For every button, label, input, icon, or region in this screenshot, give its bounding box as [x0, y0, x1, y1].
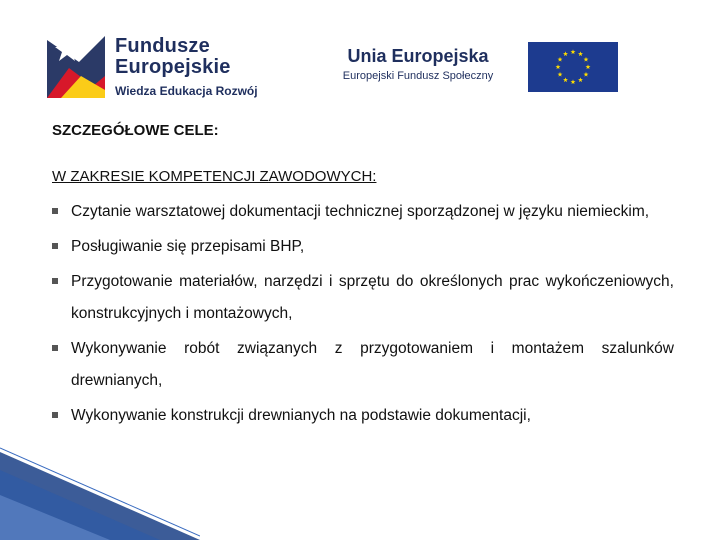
bullet-icon	[52, 208, 58, 214]
goals-list	[52, 196, 674, 435]
list-item-text: Wykonywanie konstrukcji drewnianych na podstawie dokumentacji,	[71, 407, 531, 424]
list-item-text: Posługiwanie się przepisami BHP,	[71, 238, 305, 255]
fe-title-line1: Fundusze	[115, 35, 210, 57]
list-item	[52, 333, 674, 397]
bullet-icon	[52, 345, 58, 351]
list-item-text: Przygotowanie materiałów, narzędzi i sprzętu do określonych prac wykończeniowych, konstrukcyjnych i montażowych,	[71, 273, 674, 322]
bullet-icon	[52, 243, 58, 249]
unia-europejska-wordmark	[322, 46, 514, 83]
fundusze-europejskie-logo	[35, 22, 305, 115]
fe-star-icon	[47, 32, 107, 98]
fe-title-line2: Europejskie	[115, 56, 231, 78]
corner-decoration	[0, 440, 200, 540]
bullet-icon	[52, 278, 58, 284]
list-item	[52, 231, 674, 263]
fe-wordmark	[115, 36, 258, 100]
ue-title: Unia Europejska	[347, 46, 489, 66]
list-item	[52, 196, 674, 228]
page-heading: SZCZEGÓŁOWE CELE:	[52, 122, 219, 139]
ue-subtitle: Europejski Fundusz Społeczny	[342, 70, 494, 82]
list-item	[52, 266, 674, 330]
bullet-icon	[52, 412, 58, 418]
list-item-text: Czytanie warsztatowej dokumentacji technicznej sporządzonej w języku niemieckim,	[71, 203, 650, 220]
fe-subtitle: Wiedza Edukacja Rozwój	[115, 84, 258, 98]
list-item	[52, 400, 674, 432]
section-subheading: W ZAKRESIE KOMPETENCJI ZAWODOWYCH:	[52, 168, 377, 185]
list-item-text: Wykonywanie robót związanych z przygotowaniem i montażem szalunków drewnianych,	[71, 340, 674, 389]
eu-flag-icon	[528, 42, 618, 92]
